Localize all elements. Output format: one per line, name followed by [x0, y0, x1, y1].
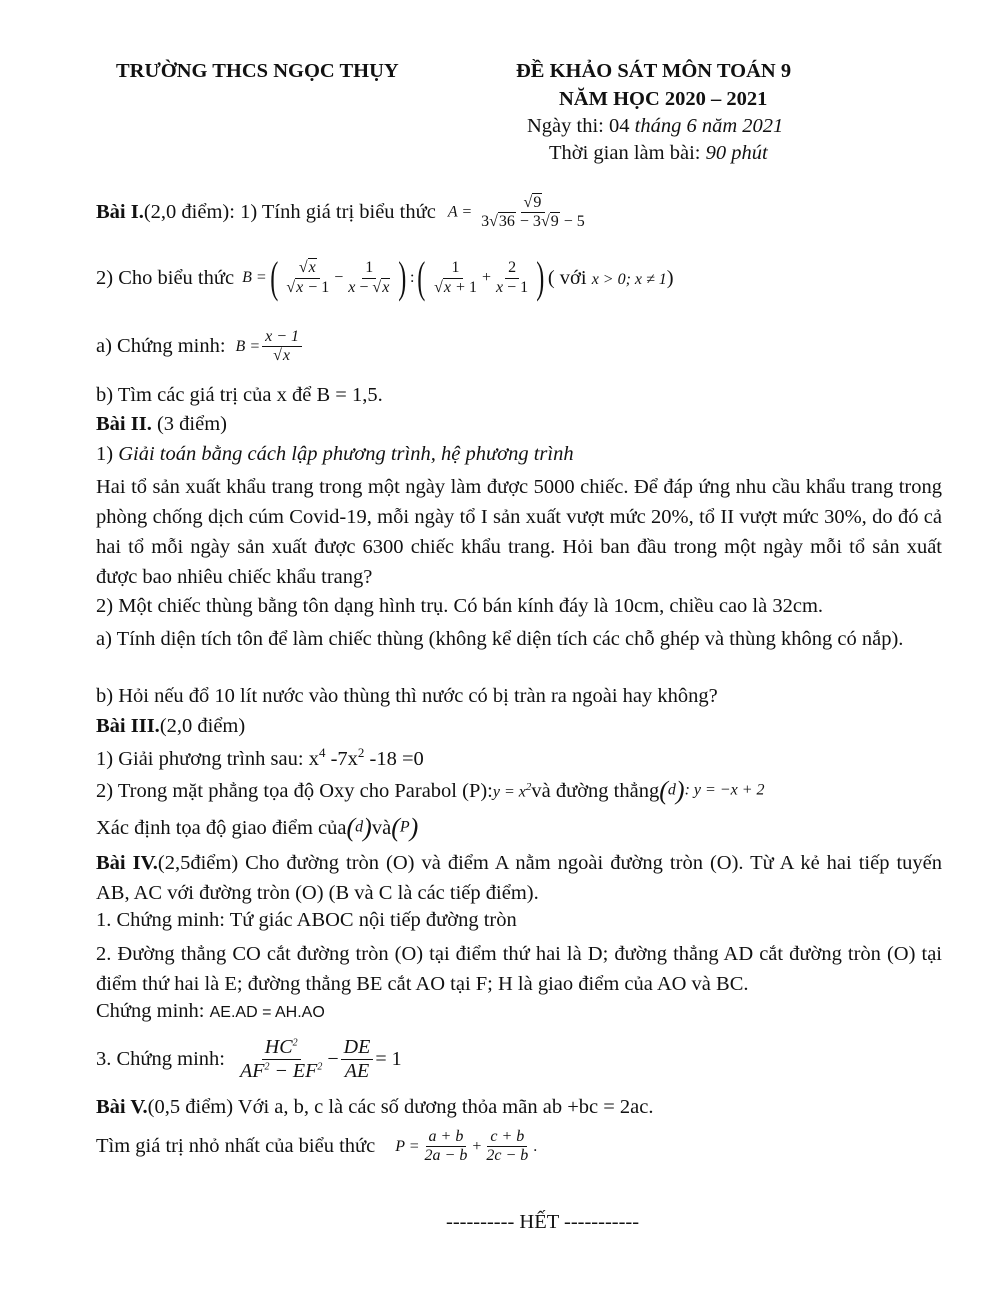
- line-d-eq: (d): y = −x + 2: [659, 776, 765, 805]
- bai2-title: Bài II.: [96, 413, 152, 435]
- bai1-title: Bài I.: [96, 201, 144, 224]
- bai2-p1-italic: Giải toán bằng cách lập phương trình, hệ phương trình: [118, 443, 574, 465]
- bai4-q2-prove: Chứng minh: AE.AD = AH.AO: [96, 1000, 325, 1022]
- exam-time-italic: 90 phút: [705, 142, 768, 164]
- bai5-title: Bài V.: [96, 1096, 148, 1118]
- bai1-points: (2,0 điểm): 1) Tính giá trị biểu thức: [143, 201, 436, 224]
- bai1-line2: [96, 253, 674, 302]
- formula-B-lhs: B =: [242, 269, 267, 286]
- bai1-qa: [96, 328, 304, 366]
- bai2-p2a: a) Tính diện tích tôn để làm chiếc thùng (không kể diện tích các chỗ ghép và thùng không có nắp).: [96, 628, 904, 650]
- formula-A-fraction: [478, 194, 588, 232]
- bai2-p1-text: Hai tổ sản xuất khẩu trang trong một ngày làm được 5000 chiếc. Để đáp ứng nhu cầu khẩu trang trong phòng chống dịch cúm Covid-19, mỗi ngày tổ I sản xuất vượt mức 20%, tổ II vượt mức 30%, do đó cả hai tổ mỗi ngày sản xuất được 6300 chiếc khẩu trang. Hỏi ban đầu trong một ngày mỗi tổ sản xuất được bao nhiêu chiếc khẩu trang?: [96, 476, 942, 588]
- exam-time: [549, 142, 768, 165]
- bai3-heading: [96, 715, 245, 738]
- bai2-p2: 2) Một chiếc thùng bằng tôn dạng hình trụ. Có bán kính đáy là 10cm, chiều cao là 32cm.: [96, 595, 824, 617]
- bai2-points: (3 điểm): [151, 413, 227, 435]
- bai1-line1: [96, 194, 590, 232]
- exam-date: [527, 115, 783, 138]
- bai4-title: Bài IV.: [96, 852, 158, 874]
- bai1-q2-label: 2) Cho biểu thức: [96, 266, 235, 289]
- bai3-points: (2,0 điểm): [159, 715, 246, 737]
- formula-B-result: B = $\frac{x - 1}{√x}$: [236, 328, 304, 366]
- formula-A-lhs: A =: [447, 203, 473, 221]
- formula-A-numerator: √9: [521, 194, 546, 213]
- bai4-intro: Bài IV.(2,5điểm) Cho đường tròn (O) và điểm A nằm ngoài đường tròn (O). Từ A kẻ hai tiếp tuyến AB, AC với đường tròn (O) (B và C là các tiếp điểm).: [96, 852, 942, 904]
- bai3-q3: Xác định tọa độ giao điểm của (d) và (P): [96, 813, 419, 842]
- exam-date-italic: tháng 6 năm 2021: [634, 115, 784, 137]
- bai2-p2b: b) Hỏi nếu đổ 10 lít nước vào thùng thì nước có bị tràn ra ngoài hay không?: [96, 685, 718, 707]
- bai5-q: Tìm giá trị nhỏ nhất của biểu thức P = $\frac{a + b}{2a - b}$ + $\frac{c + b}{2c - b}$ .: [96, 1128, 538, 1165]
- exam-title: ĐỀ KHẢO SÁT MÔN TOÁN 9: [516, 60, 792, 82]
- bai5-intro: Bài V.(0,5 điểm) Với a, b, c là các số dương thỏa mãn ab +bc = 2ac.: [96, 1096, 654, 1118]
- exam-time-prefix: Thời gian làm bài:: [549, 142, 706, 164]
- bai1-qa-label: a) Chứng minh:: [96, 335, 226, 358]
- bai4-q2: 2. Đường thẳng CO cắt đường tròn (O) tại điểm thứ hai là D; đường thẳng AD cắt đường tròn (O) tại điểm thứ hai là E; đường thẳng BE cắt AO tại F; H là giao điểm của AO và BC.: [96, 943, 942, 995]
- bai3-q2: 2) Trong mặt phẳng tọa độ Oxy cho Parabol (P): $y = x^2$ và đường thẳng (d): y = −x + 2: [96, 776, 765, 805]
- exam-date-prefix: Ngày thi: 04: [527, 115, 635, 137]
- bai2-p1-heading: 1) Giải toán bằng cách lập phương trình, hệ phương trình: [96, 443, 574, 465]
- bai4-q2-formula: AE.AD = AH.AO: [209, 1004, 325, 1021]
- formula-A-denominator: 3√36 − 3√9 − 5: [481, 213, 585, 231]
- bai1-q2-condition: ( với x > 0; x ≠ 1): [547, 266, 674, 289]
- formula-B: B = ( √x √x − 1 − $\frac{1}{x - √x}$ ) : ( 1 √x + 1 + $\frac{2}{x - 1}$ ): [242, 253, 545, 302]
- parabol-eq: $y = x^2$: [492, 780, 532, 801]
- formula-A: [448, 194, 590, 232]
- bai3-title: Bài III.: [96, 715, 160, 737]
- bai1-qb: b) Tìm các giá trị của x để B = 1,5.: [96, 384, 383, 406]
- bai3-q1: 1) Giải phương trình sau: $x^4$ $-7x^2$ -18 =0: [96, 745, 424, 770]
- school-name: TRƯỜNG THCS NGỌC THỤY: [116, 60, 399, 82]
- bai4-q3-formula: $HC^2$ $AF^2 - EF^2$ − $\frac{DE}{AE}$ = 1: [240, 1036, 402, 1082]
- end-marker: ---------- HẾT -----------: [446, 1211, 640, 1233]
- bai4-q1: 1. Chứng minh: Tứ giác ABOC nội tiếp đường tròn: [96, 909, 517, 931]
- bai2-heading: [96, 413, 227, 436]
- school-year: NĂM HỌC 2020 – 2021: [559, 88, 768, 110]
- formula-P: P = $\frac{a + b}{2a - b}$ + $\frac{c + b}{2c - b}$ .: [395, 1128, 538, 1165]
- bai4-q3: 3. Chứng minh: $HC^2$ $AF^2 - EF^2$ − $\frac{DE}{AE}$ = 1: [96, 1036, 402, 1082]
